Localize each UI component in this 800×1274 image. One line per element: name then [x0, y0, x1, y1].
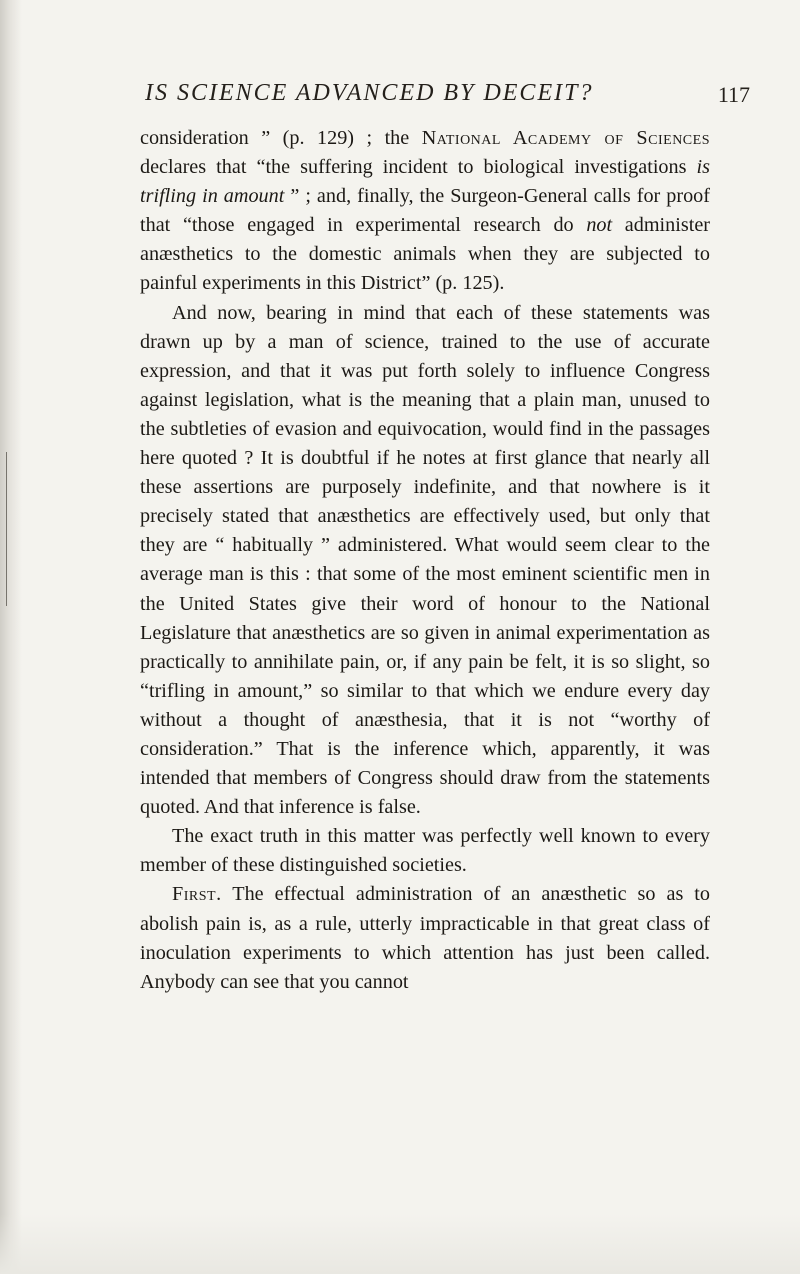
- text-segment: And now, bearing in mind that each of these statements was drawn up by a man of science, trained to the use of accurate expression, and that it was put forth solely to influence Congress against legislation, what is the meaning that a plain man, unused to the subtleties of evasion and equivocation, would find in the passages here quoted ? It is doubtful if he notes at first glance that nearly all these assertions are purposely indefinite, and that nowhere is it precisely stated that anæsthetics are effectively used, but only that they are “ habitually ” administered. What would seem clear to the average man is this : that some of the most eminent scientific men in the United States give their word of honour to the National Legislature that anæsthetics are so given in animal experimentation as practically to annihilate pain, or, if any pain be felt, it is so slight, so “trifling in amount,” so similar to that which we endure every day without a thought of anæsthesia, that it is not “worthy of consideration.” That is the inference which, apparently, it was intended that members of Congress should draw from the statements quoted. And that inference is false.: [140, 301, 710, 819]
- page-number: 117: [717, 82, 750, 107]
- paragraph: [140, 124, 710, 299]
- text-segment: consideration ” (p. 129) ; the: [140, 127, 422, 149]
- text-segment: administer anæsthetics to the domestic animals when they are subjected to painful experiments in this District” (p. 125).: [140, 214, 710, 295]
- small-caps-text: First.: [172, 883, 222, 906]
- running-head: [125, 80, 750, 112]
- paragraph: [140, 880, 710, 996]
- text-segment: declares that “the suffering incident to biological investigations: [140, 156, 697, 179]
- paragraph: [140, 822, 710, 880]
- paragraph: [140, 299, 710, 823]
- text-segment: The effectual administration of an anæsthetic so as to abolish pain is, as a rule, utterly impracticable in that great class of inoculation experiments to which attention has just been called. Anybody can see that you cannot: [140, 883, 710, 993]
- italic-text: is trifling in amount: [140, 156, 710, 208]
- running-title: IS SCIENCE ADVANCED BY DECEIT?: [145, 80, 594, 106]
- small-caps-text: National Academy of Sciences: [421, 127, 710, 149]
- body-text: [140, 124, 710, 997]
- text-segment: The exact truth in this matter was perfectly well known to every member of these distinguished societies.: [140, 825, 710, 877]
- text-segment: ” ; and, finally, the Surgeon-General calls for proof that “those engaged in experimental research do: [140, 185, 710, 237]
- italic-text: not: [586, 214, 613, 237]
